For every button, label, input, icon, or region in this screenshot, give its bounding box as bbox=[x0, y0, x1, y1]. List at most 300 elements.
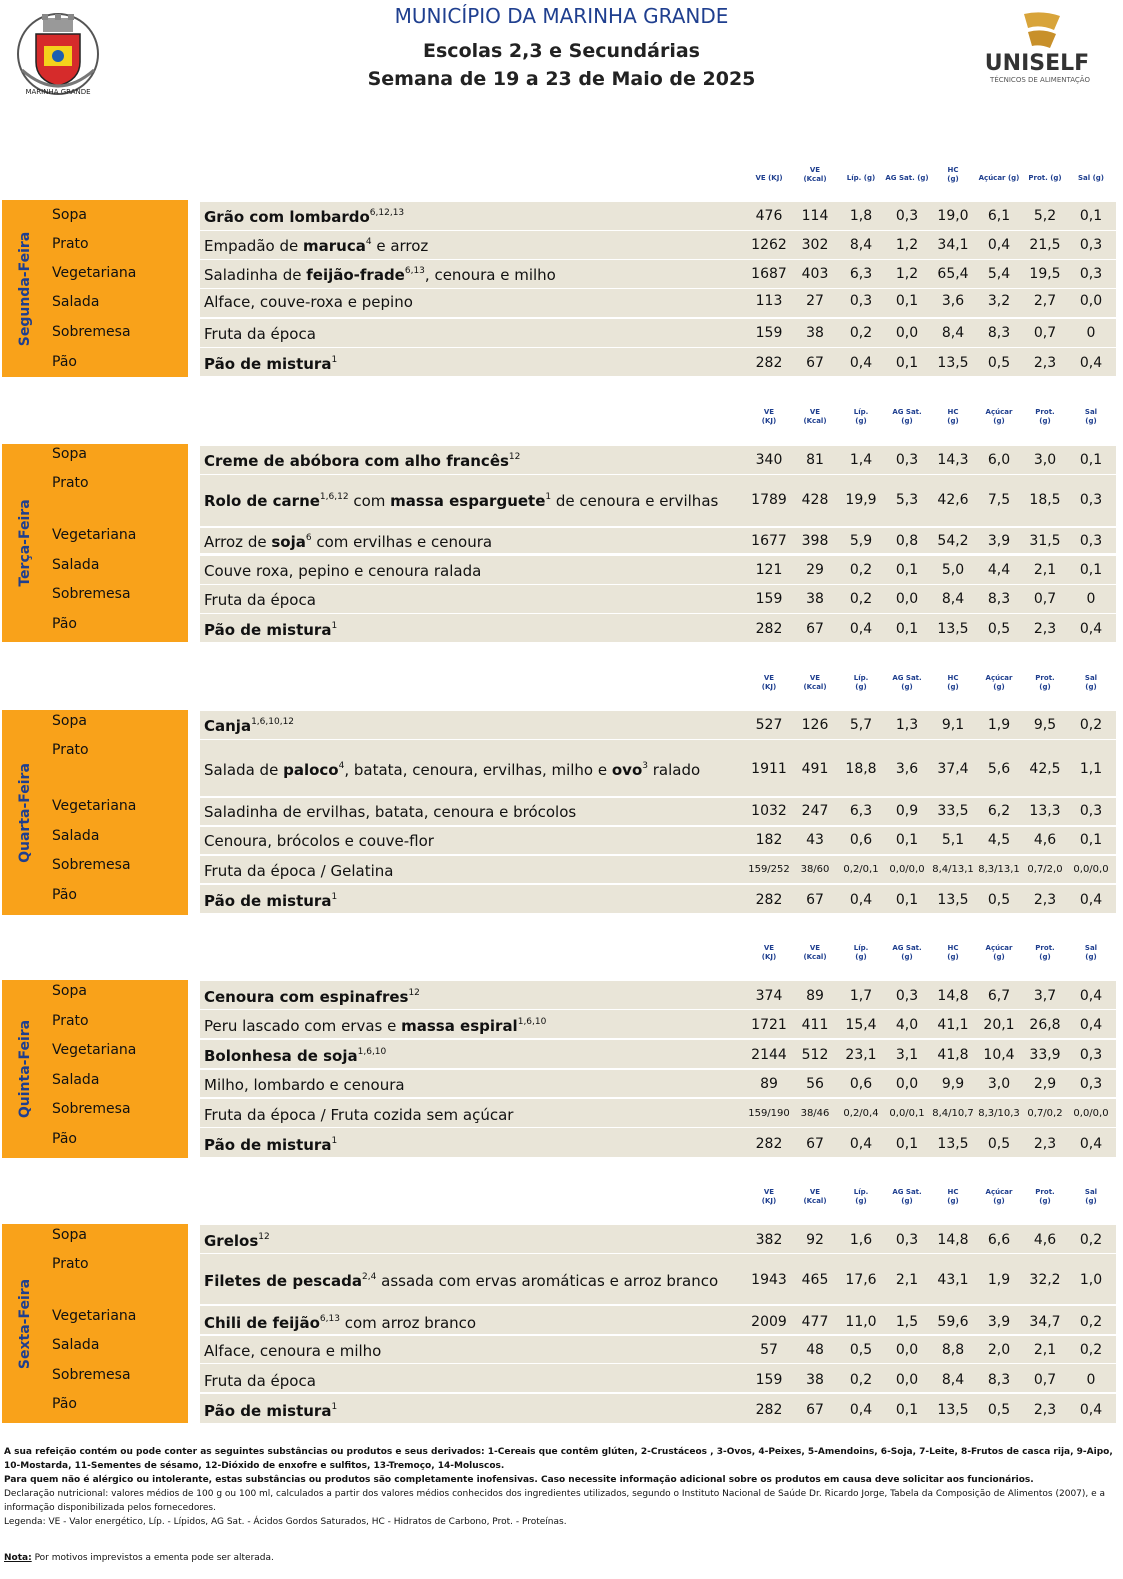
nutrition-header-line: Açúcar bbox=[985, 408, 1013, 416]
nutrition-header-salt bbox=[1068, 408, 1114, 426]
menu-row bbox=[200, 1336, 1116, 1363]
dish-text: com bbox=[348, 492, 391, 510]
nutrition-value-ve-kj: 159 bbox=[755, 591, 783, 607]
dish-text: Grelos bbox=[204, 1232, 259, 1250]
svg-text:TÉCNICOS DE ALIMENTAÇÃO: TÉCNICOS DE ALIMENTAÇÃO bbox=[990, 76, 1090, 84]
nutrition-value-ve-kcal: 67 bbox=[806, 355, 824, 371]
nutrition-values bbox=[746, 1099, 1118, 1127]
nutrition-value-ve-kcal: 81 bbox=[806, 452, 824, 468]
category-column bbox=[48, 200, 188, 377]
allergen-superscript: 1 bbox=[331, 1136, 338, 1146]
nutrition-header-unit: (KJ) bbox=[761, 1197, 777, 1205]
nutrition-value-protein: 2,3 bbox=[1033, 892, 1057, 908]
nutrition-value-protein: 3,0 bbox=[1033, 452, 1057, 468]
nutrition-value-sugar: 8,3 bbox=[987, 1372, 1011, 1388]
nutrition-value-lipids: 0,4 bbox=[849, 1402, 873, 1418]
nutrition-header-protein bbox=[1022, 174, 1068, 183]
menu-row bbox=[200, 711, 1116, 739]
menu-row bbox=[200, 1040, 1116, 1068]
nutrition-value-saturated-fat: 0,0 bbox=[895, 325, 919, 341]
nutrition-value-protein: 21,5 bbox=[1029, 237, 1061, 253]
dish-text: , batata, cenoura, ervilhas, milho e bbox=[344, 761, 612, 779]
dish-text: Pão de mistura bbox=[204, 355, 332, 373]
dish-text: Canja bbox=[204, 717, 252, 735]
nutrition-header-line: VE bbox=[809, 166, 821, 174]
dish-name bbox=[204, 591, 316, 609]
dish-text: maruca bbox=[302, 237, 366, 255]
nutrition-value-ve-kcal: 67 bbox=[806, 1136, 824, 1152]
allergen-superscript: 1,6,12 bbox=[319, 492, 349, 502]
dish-text: e arroz bbox=[371, 237, 429, 255]
nutrition-value-carbohydrates: 42,6 bbox=[937, 492, 969, 508]
nutrition-value-ve-kj: 159/252 bbox=[748, 864, 790, 875]
nutrition-header-unit: (g) bbox=[901, 1197, 913, 1205]
nutrition-value-salt: 0,0 bbox=[1079, 293, 1103, 309]
nutrition-value-salt: 0,2 bbox=[1079, 1342, 1103, 1358]
nutrition-header bbox=[746, 1188, 1118, 1216]
dish-name bbox=[204, 1342, 381, 1360]
nutrition-header-unit: (g) bbox=[993, 417, 1005, 425]
nutrition-value-protein: 0,7 bbox=[1033, 1372, 1057, 1388]
nutrition-value-carbohydrates: 37,4 bbox=[937, 761, 969, 777]
nutrition-value-sugar: 0,4 bbox=[987, 237, 1011, 253]
nutrition-value-salt: 0,0/0,0 bbox=[1073, 864, 1109, 875]
nutrition-value-lipids: 0,6 bbox=[849, 832, 873, 848]
nutrition-value-saturated-fat: 0,3 bbox=[895, 208, 919, 224]
nutrition-value-lipids: 0,4 bbox=[849, 892, 873, 908]
nutrition-values bbox=[746, 1225, 1118, 1253]
nutrition-value-carbohydrates: 43,1 bbox=[937, 1272, 969, 1288]
nutrition-value-saturated-fat: 0,1 bbox=[895, 1402, 919, 1418]
nutrition-values bbox=[746, 1010, 1118, 1038]
nutrition-value-saturated-fat: 2,1 bbox=[895, 1272, 919, 1288]
nutrition-header-line: Sal bbox=[1084, 944, 1098, 952]
category-label: Prato bbox=[52, 475, 89, 491]
nutrition-value-lipids: 1,4 bbox=[849, 452, 873, 468]
category-label: Sobremesa bbox=[52, 324, 131, 340]
nutrition-value-lipids: 1,7 bbox=[849, 988, 873, 1004]
category-column bbox=[48, 444, 188, 642]
nutrition-value-carbohydrates: 13,5 bbox=[937, 1402, 969, 1418]
nutrition-value-sugar: 0,5 bbox=[987, 355, 1011, 371]
nutrition-value-protein: 2,3 bbox=[1033, 1402, 1057, 1418]
nutrition-value-protein: 2,9 bbox=[1033, 1076, 1057, 1092]
nutrition-header-unit: (g) bbox=[855, 683, 867, 691]
nutrition-value-lipids: 5,7 bbox=[849, 717, 873, 733]
nutrition-values bbox=[746, 556, 1118, 584]
nutrition-value-saturated-fat: 0,9 bbox=[895, 803, 919, 819]
nutrition-header-line: Açúcar bbox=[985, 674, 1013, 682]
dish-text: Alface, cenoura e milho bbox=[204, 1342, 382, 1360]
nutrition-values bbox=[746, 202, 1118, 230]
category-label: Sopa bbox=[52, 446, 87, 462]
nutrition-value-ve-kj: 374 bbox=[755, 988, 783, 1004]
nutrition-values bbox=[746, 289, 1118, 317]
nutrition-value-ve-kcal: 247 bbox=[801, 803, 829, 819]
nutrition-header-carbohydrates bbox=[930, 674, 976, 692]
category-column bbox=[48, 1224, 188, 1423]
nutrition-value-ve-kj: 1032 bbox=[751, 803, 787, 819]
nutrition-header-unit: (KJ) bbox=[761, 953, 777, 961]
nutrition-values bbox=[746, 856, 1118, 883]
nutrition-value-salt: 0,1 bbox=[1079, 208, 1103, 224]
dish-text: soja bbox=[271, 533, 306, 551]
nutrition-value-salt: 0,4 bbox=[1079, 988, 1103, 1004]
nutrition-header-unit: (g) bbox=[1039, 953, 1051, 961]
nutrition-header bbox=[746, 674, 1118, 702]
nutrition-value-sugar: 4,5 bbox=[987, 832, 1011, 848]
nutrition-values bbox=[746, 1070, 1118, 1097]
category-label: Vegetariana bbox=[52, 265, 137, 281]
nutrition-value-carbohydrates: 13,5 bbox=[937, 621, 969, 637]
allergen-superscript: 1 bbox=[331, 892, 338, 902]
category-label: Salada bbox=[52, 828, 100, 844]
nutrition-value-lipids: 0,2 bbox=[849, 591, 873, 607]
nutrition-value-lipids: 15,4 bbox=[845, 1017, 877, 1033]
nutrition-values bbox=[746, 711, 1118, 739]
nutrition-value-ve-kcal: 398 bbox=[801, 533, 829, 549]
nutrition-header-line: VE bbox=[809, 944, 821, 952]
nutrition-value-ve-kcal: 29 bbox=[806, 562, 824, 578]
dish-name bbox=[204, 325, 316, 343]
nutrition-values bbox=[746, 614, 1118, 642]
nutrition-value-carbohydrates: 8,4 bbox=[941, 591, 965, 607]
nutrition-value-salt: 0 bbox=[1086, 325, 1096, 341]
nutrition-value-lipids: 1,8 bbox=[849, 208, 873, 224]
nutrition-value-sugar: 8,3 bbox=[987, 325, 1011, 341]
nutrition-value-sugar: 7,5 bbox=[987, 492, 1011, 508]
nutrition-header-unit: (g) bbox=[993, 683, 1005, 691]
nutrition-value-saturated-fat: 0,0 bbox=[895, 1342, 919, 1358]
day-label bbox=[2, 200, 48, 377]
nutrition-value-sugar: 3,2 bbox=[987, 293, 1011, 309]
nutrition-header-lipids bbox=[838, 1188, 884, 1206]
dish-name bbox=[204, 717, 294, 735]
dish-text: paloco bbox=[283, 761, 339, 779]
nutrition-values bbox=[746, 827, 1118, 854]
nutrition-values bbox=[746, 260, 1118, 288]
nutrition-value-ve-kj: 282 bbox=[755, 1136, 783, 1152]
dish-text: Arroz de bbox=[204, 533, 272, 551]
category-label: Vegetariana bbox=[52, 527, 137, 543]
dish-name bbox=[204, 832, 434, 850]
menu-row bbox=[200, 528, 1116, 553]
nutrition-header-carbohydrates bbox=[930, 1188, 976, 1206]
allergen-list: A sua refeição contém ou pode conter as seguintes substâncias ou produtos e seus derivados: 1-Cereais que contêm glúten, 2-Crustáceos , 3-Ovos, 4-Peixes, 5-Amendoins, 6-Soja, 7-Leite, 8-Frutos de casca rija, 9-Aipo, 10-Mostarda, 11-Sementes de sésamo, 12-Dióxido de enxofre e sulfitos, 13-Tremoço, 14-Moluscos. bbox=[4, 1447, 1113, 1471]
nutrition-value-ve-kj: 1943 bbox=[751, 1272, 787, 1288]
dish-text: Pão de mistura bbox=[204, 1136, 332, 1154]
nutrition-value-ve-kj: 527 bbox=[755, 717, 783, 733]
nutrition-value-lipids: 6,3 bbox=[849, 803, 873, 819]
dish-name bbox=[204, 1232, 270, 1250]
allergen-superscript: 1,6,10,12 bbox=[251, 717, 295, 727]
nutrition-value-sugar: 0,5 bbox=[987, 892, 1011, 908]
dish-text: massa esparguete bbox=[390, 492, 546, 510]
svg-text:UNISELF: UNISELF bbox=[984, 51, 1090, 76]
nutrition-header-unit: (Kcal) bbox=[803, 953, 827, 961]
menu-row bbox=[200, 885, 1116, 913]
nutrition-value-ve-kcal: 403 bbox=[801, 266, 829, 282]
nutrition-value-protein: 2,3 bbox=[1033, 621, 1057, 637]
nutrition-value-lipids: 0,3 bbox=[849, 293, 873, 309]
nutrition-value-ve-kj: 121 bbox=[755, 562, 783, 578]
nutrition-declaration: Declaração nutricional: valores médios de 100 g ou 100 ml, calculados a partir dos valores médios conhecidos dos ingredientes utilizados, segundo o Instituto Nacional de Saúde Dr. Ricardo Jorge, Tabela da Composição de Alimentos (2007), e a informação disponibilizada pelos fornecedores. bbox=[4, 1489, 1106, 1513]
nutrition-value-ve-kj: 282 bbox=[755, 621, 783, 637]
nutrition-header-line: VE bbox=[809, 674, 821, 682]
nutrition-header-ve-kcal bbox=[792, 1188, 838, 1206]
menu-row bbox=[200, 556, 1116, 584]
nutrition-value-salt: 0,2 bbox=[1079, 1232, 1103, 1248]
nutrition-value-salt: 0,3 bbox=[1079, 533, 1103, 549]
nutrition-value-salt: 0,3 bbox=[1079, 237, 1103, 253]
nutrition-value-protein: 0,7/2,0 bbox=[1027, 864, 1063, 875]
nutrition-value-lipids: 0,2/0,4 bbox=[843, 1108, 879, 1119]
category-label: Prato bbox=[52, 742, 89, 758]
nutrition-header-line: Sal bbox=[1084, 674, 1098, 682]
nutrition-values bbox=[746, 798, 1118, 825]
nutrition-values bbox=[746, 1306, 1118, 1334]
nutrition-header-unit: (g) bbox=[855, 953, 867, 961]
nutrition-header-line: Prot. bbox=[1035, 674, 1055, 682]
nutrition-value-carbohydrates: 54,2 bbox=[937, 533, 969, 549]
nutrition-header-unit: (g) bbox=[947, 953, 959, 961]
nutrition-header-carbohydrates bbox=[930, 166, 976, 184]
nutrition-value-ve-kj: 89 bbox=[760, 1076, 778, 1092]
nutrition-header-unit: (g) bbox=[901, 417, 913, 425]
nutrition-value-salt: 1,0 bbox=[1079, 1272, 1103, 1288]
day-name: Quarta-Feira bbox=[17, 762, 33, 863]
nutrition-value-protein: 42,5 bbox=[1029, 761, 1061, 777]
dish-name bbox=[204, 1136, 337, 1154]
dish-text: Peru lascado com ervas e bbox=[204, 1017, 402, 1035]
nutrition-value-protein: 19,5 bbox=[1029, 266, 1061, 282]
nutrition-value-lipids: 0,4 bbox=[849, 355, 873, 371]
menu-row bbox=[200, 1010, 1116, 1038]
nutrition-value-protein: 3,7 bbox=[1033, 988, 1057, 1004]
nutrition-header-line: Açúcar (g) bbox=[978, 174, 1020, 182]
nutrition-values bbox=[746, 1254, 1118, 1304]
nutrition-value-carbohydrates: 14,8 bbox=[937, 1232, 969, 1248]
nutrition-value-salt: 0,4 bbox=[1079, 1136, 1103, 1152]
nutrition-header-ve-kj bbox=[746, 674, 792, 692]
nutrition-header-ve-kj bbox=[746, 1188, 792, 1206]
nutrition-header-unit: (g) bbox=[901, 683, 913, 691]
nutrition-header-unit: (KJ) bbox=[761, 417, 777, 425]
nutrition-header-line: HC bbox=[947, 944, 959, 952]
dish-name bbox=[204, 492, 718, 510]
nutrition-value-carbohydrates: 9,1 bbox=[941, 717, 965, 733]
dish-text: Fruta da época bbox=[204, 1372, 316, 1390]
nutrition-value-ve-kcal: 491 bbox=[801, 761, 829, 777]
category-column bbox=[48, 710, 188, 915]
menu-row bbox=[200, 1099, 1116, 1127]
week-title: Semana de 19 a 23 de Maio de 2025 bbox=[367, 68, 756, 90]
allergen-superscript: 1,6,10 bbox=[357, 1047, 387, 1057]
nutrition-value-ve-kcal: 56 bbox=[806, 1076, 824, 1092]
nutrition-value-protein: 31,5 bbox=[1029, 533, 1061, 549]
nutrition-header-unit: (g) bbox=[1039, 683, 1051, 691]
nutrition-value-lipids: 18,8 bbox=[845, 761, 877, 777]
nutrition-value-ve-kcal: 428 bbox=[801, 492, 829, 508]
nutrition-header-saturated-fat bbox=[884, 1188, 930, 1206]
dish-text: massa espiral bbox=[401, 1017, 518, 1035]
day-label bbox=[2, 1224, 48, 1423]
nutrition-value-lipids: 6,3 bbox=[849, 266, 873, 282]
nutrition-header-line: HC bbox=[947, 674, 959, 682]
day-label bbox=[2, 980, 48, 1158]
dish-name bbox=[204, 1047, 386, 1065]
nutrition-value-carbohydrates: 8,8 bbox=[941, 1342, 965, 1358]
nutrition-header-line: AG Sat. bbox=[892, 944, 922, 952]
nutrition-value-sugar: 2,0 bbox=[987, 1342, 1011, 1358]
nutrition-header-unit: (g) bbox=[947, 1197, 959, 1205]
nutrition-header-unit: (g) bbox=[855, 1197, 867, 1205]
nutrition-value-ve-kcal: 89 bbox=[806, 988, 824, 1004]
dish-text: Pão de mistura bbox=[204, 621, 332, 639]
nutrition-header-protein bbox=[1022, 944, 1068, 962]
nutrition-value-saturated-fat: 1,3 bbox=[895, 717, 919, 733]
category-label: Prato bbox=[52, 236, 89, 252]
dish-name bbox=[204, 355, 337, 373]
nutrition-header-protein bbox=[1022, 408, 1068, 426]
allergen-superscript: 1 bbox=[331, 1402, 338, 1412]
nutrition-value-salt: 0,1 bbox=[1079, 832, 1103, 848]
nutrition-value-protein: 5,2 bbox=[1033, 208, 1057, 224]
nutrition-header-line: Líp. (g) bbox=[846, 174, 876, 182]
nutrition-value-lipids: 1,6 bbox=[849, 1232, 873, 1248]
category-label: Sopa bbox=[52, 207, 87, 223]
dish-name bbox=[204, 208, 404, 226]
nutrition-value-ve-kcal: 67 bbox=[806, 621, 824, 637]
menu-row bbox=[200, 1225, 1116, 1253]
nutrition-value-ve-kcal: 38/46 bbox=[800, 1108, 830, 1119]
nutrition-value-lipids: 0,4 bbox=[849, 1136, 873, 1152]
dish-text: Rolo de carne bbox=[204, 492, 320, 510]
footnote-label: Nota: bbox=[4, 1553, 32, 1563]
nutrition-value-sugar: 0,5 bbox=[987, 621, 1011, 637]
nutrition-header-salt bbox=[1068, 174, 1114, 183]
category-label: Prato bbox=[52, 1256, 89, 1272]
nutrition-value-ve-kcal: 114 bbox=[801, 208, 829, 224]
nutrition-value-carbohydrates: 65,4 bbox=[937, 266, 969, 282]
dish-text: Saladinha de ervilhas, batata, cenoura e brócolos bbox=[204, 803, 577, 821]
category-label: Sopa bbox=[52, 1227, 87, 1243]
allergen-superscript: 4 bbox=[338, 761, 345, 771]
nutrition-header-unit: (Kcal) bbox=[803, 1197, 827, 1205]
nutrition-values bbox=[746, 1040, 1118, 1068]
nutrition-value-carbohydrates: 8,4 bbox=[941, 1372, 965, 1388]
nutrition-value-sugar: 10,4 bbox=[983, 1047, 1015, 1063]
nutrition-header-protein bbox=[1022, 674, 1068, 692]
category-label: Pão bbox=[52, 616, 77, 632]
nutrition-values bbox=[746, 528, 1118, 553]
menu-row bbox=[200, 1128, 1116, 1157]
nutrition-value-carbohydrates: 13,5 bbox=[937, 892, 969, 908]
nutrition-value-sugar: 8,3/10,3 bbox=[978, 1108, 1020, 1119]
nutrition-value-ve-kj: 1721 bbox=[751, 1017, 787, 1033]
allergen-superscript: 6,12,13 bbox=[369, 208, 405, 218]
dish-name bbox=[204, 452, 520, 470]
nutrition-value-lipids: 0,5 bbox=[849, 1342, 873, 1358]
nutrition-value-ve-kcal: 411 bbox=[801, 1017, 829, 1033]
dish-text: assada com ervas aromáticas e arroz branco bbox=[376, 1272, 719, 1290]
nutrition-value-saturated-fat: 0,1 bbox=[895, 832, 919, 848]
nutrition-header-unit: (g) bbox=[1085, 1197, 1097, 1205]
day-label bbox=[2, 710, 48, 915]
dish-text: com arroz branco bbox=[339, 1314, 477, 1332]
nutrition-value-carbohydrates: 41,8 bbox=[937, 1047, 969, 1063]
nutrition-value-carbohydrates: 13,5 bbox=[937, 1136, 969, 1152]
nutrition-value-sugar: 6,0 bbox=[987, 452, 1011, 468]
day-label bbox=[2, 444, 48, 642]
nutrition-header-saturated-fat bbox=[884, 944, 930, 962]
allergen-superscript: 3 bbox=[642, 761, 648, 771]
nutrition-value-ve-kcal: 512 bbox=[801, 1047, 829, 1063]
nutrition-value-carbohydrates: 33,5 bbox=[937, 803, 969, 819]
category-column bbox=[48, 980, 188, 1158]
allergen-superscript: 12 bbox=[258, 1232, 270, 1242]
nutrition-header-line: HC bbox=[947, 166, 959, 174]
menu-row bbox=[200, 827, 1116, 854]
nutrition-header-saturated-fat bbox=[884, 174, 930, 183]
menu-row bbox=[200, 981, 1116, 1009]
category-label: Sobremesa bbox=[52, 1367, 131, 1383]
nutrition-header-sugar bbox=[976, 674, 1022, 692]
nutrition-value-ve-kj: 1911 bbox=[751, 761, 787, 777]
nutrition-value-salt: 0 bbox=[1086, 1372, 1096, 1388]
nutrition-values bbox=[746, 475, 1118, 526]
nutrition-value-salt: 0 bbox=[1086, 591, 1096, 607]
nutrition-value-saturated-fat: 1,2 bbox=[895, 266, 919, 282]
nutrition-header-line: VE bbox=[809, 1188, 821, 1196]
nutrition-value-protein: 26,8 bbox=[1029, 1017, 1061, 1033]
nutrition-header-ve-kcal bbox=[792, 674, 838, 692]
nutrition-header bbox=[746, 944, 1118, 972]
nutrition-value-lipids: 0,2 bbox=[849, 1372, 873, 1388]
nutrition-header-unit: (g) bbox=[993, 953, 1005, 961]
nutrition-header-unit: (g) bbox=[1039, 417, 1051, 425]
municipality-title: MUNICÍPIO DA MARINHA GRANDE bbox=[394, 4, 729, 28]
dish-name bbox=[204, 892, 337, 910]
nutrition-value-carbohydrates: 19,0 bbox=[937, 208, 969, 224]
nutrition-value-saturated-fat: 0,3 bbox=[895, 988, 919, 1004]
nutrition-value-salt: 0,3 bbox=[1079, 492, 1103, 508]
dish-text: Fruta da época / Gelatina bbox=[204, 862, 394, 880]
nutrition-header-lipids bbox=[838, 674, 884, 692]
category-label: Pão bbox=[52, 1131, 77, 1147]
menu-row bbox=[200, 798, 1116, 825]
nutrition-value-lipids: 8,4 bbox=[849, 237, 873, 253]
allergen-superscript: 2,4 bbox=[362, 1272, 377, 1282]
nutrition-value-ve-kj: 1677 bbox=[751, 533, 787, 549]
nutrition-header-line: VE bbox=[809, 408, 821, 416]
day-name: Terça-Feira bbox=[17, 499, 33, 587]
nutrition-value-salt: 0,2 bbox=[1079, 717, 1103, 733]
dish-text: Cenoura, brócolos e couve-flor bbox=[204, 832, 434, 850]
nutrition-header-line: Sal bbox=[1084, 1188, 1098, 1196]
allergen-superscript: 6 bbox=[305, 533, 312, 543]
nutrition-header-line: Líp. bbox=[853, 944, 869, 952]
nutrition-value-saturated-fat: 0,0/0,0 bbox=[889, 864, 925, 875]
nutrition-header-line: Sal (g) bbox=[1077, 174, 1104, 182]
allergen-superscript: 12 bbox=[408, 988, 420, 998]
nutrition-header-saturated-fat bbox=[884, 408, 930, 426]
nutrition-value-ve-kcal: 67 bbox=[806, 1402, 824, 1418]
dish-text: Chili de feijão bbox=[204, 1314, 320, 1332]
nutrition-header-line: AG Sat. bbox=[892, 1188, 922, 1196]
nutrition-value-salt: 0,1 bbox=[1079, 452, 1103, 468]
nutrition-value-saturated-fat: 0,1 bbox=[895, 621, 919, 637]
